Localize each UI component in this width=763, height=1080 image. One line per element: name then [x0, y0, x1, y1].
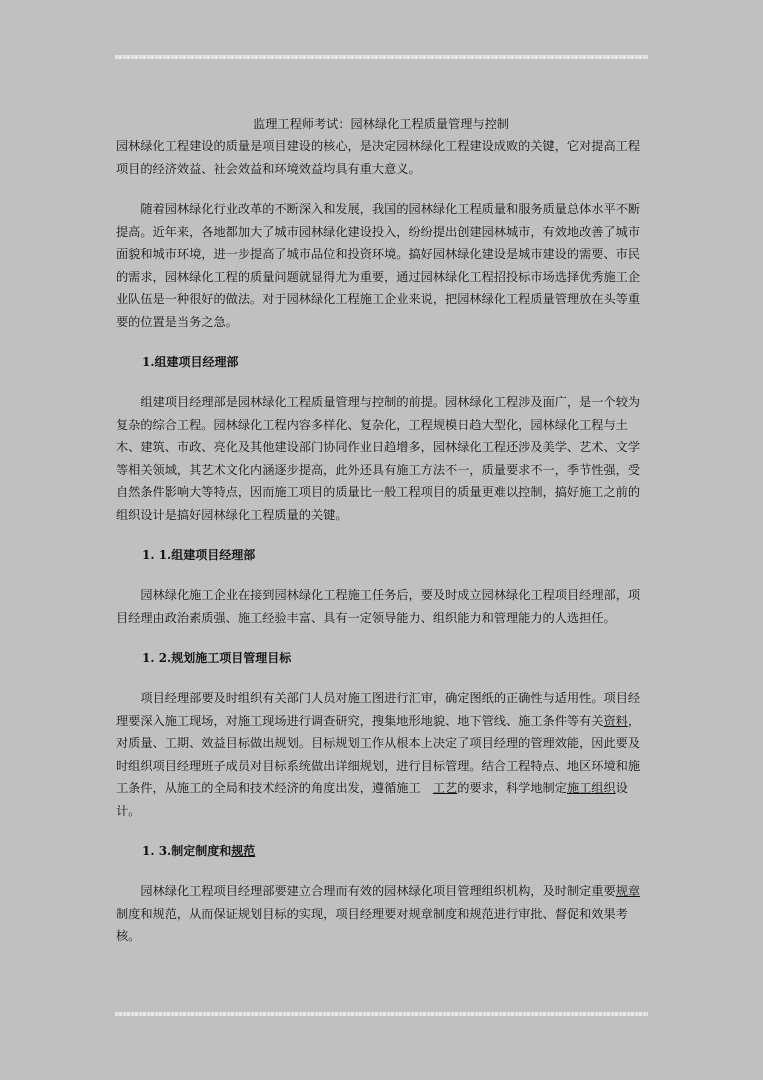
- section-body-1-1: 园林绿化施工企业在接到园林绿化工程施工任务后，要及时成立园林绿化工程项目经理部，项目经理由政治素质强、施工经验丰富、具有一定领导能力、组织能力和管理能力的人选担任。: [116, 588, 641, 625]
- intro-paragraph: 园林绿化工程建设的质量是项目建设的核心，是决定园林绿化工程建设成败的关键，它对提高工程项目的经济效益、社会效益和环境效益均具有重大意义。: [116, 139, 641, 176]
- section-heading-1-1: 1. 1.组建项目经理部: [142, 548, 256, 562]
- body-text: 项目经理部要及时组织有关部门人员对施工图进行汇审，确定图纸的正确性与适用性。项目经理要深入施工现场，对施工现场进行调查研究，搜集地形地貌、地下管线、施工条件等有关: [116, 691, 641, 728]
- section-body-1-2: [116, 687, 642, 822]
- top-scan-strip: [115, 55, 648, 59]
- body-text: 园林绿化工程项目经理部要建立合理而有效的园林绿化项目管理组织机构，及时制定重要: [140, 884, 616, 898]
- body-text: ，对质量、工期、效益目标做出规划。目标规划工作从根本上决定了项目经理的管理效能，因此要及时组织项目经理班子成员对目标系统做出详细规划，进行目标管理。结合工程特点、地区环境和施工条件，从施工的全局和技术经济的角度出发，遵循施工: [116, 713, 641, 795]
- heading-text: 1. 3.制定制度和: [142, 844, 232, 858]
- spacer: [116, 862, 642, 880]
- link-construction-organization[interactable]: 施工组织: [566, 781, 616, 795]
- document-title: 监理工程师考试：园林绿化工程质量管理与控制: [253, 117, 509, 131]
- section-heading-1-3: [116, 840, 642, 862]
- spacer: [116, 629, 642, 647]
- bottom-scan-strip: [115, 1012, 648, 1016]
- spacer: [116, 373, 642, 391]
- section-body-1: 组建项目经理部是园林绿化工程质量管理与控制的前提。园林绿化工程涉及面广，是一个较为复杂的综合工程。园林绿化工程内容多样化、复杂化，工程规模日趋大型化，园林绿化工程与土木、建筑、市政、亮化及其他建设部门协同作业日趋增多，园林绿化工程还涉及美学、艺术、文学等相关领域，其艺术文化内涵逐步提高，此外还具有施工方法不一，质量要求不一，季节性强，受自然条件影响大等特点，因而施工项目的质量比一般工程项目的质量更难以控制，搞好施工之前的组织设计是搞好园林绿化工程质量的关键。: [116, 395, 641, 522]
- section-heading-1-2: 1. 2.规划施工项目管理目标: [142, 651, 292, 665]
- spacer: [116, 822, 642, 840]
- spacer: [116, 180, 642, 198]
- link-standards[interactable]: 规范: [231, 844, 256, 858]
- body-text: 制度和规范，从而保证规划目标的实现，项目经理要对规章制度和规范进行审批、督促和效果考核。: [116, 906, 628, 943]
- section-heading-1: 1.组建项目经理部: [142, 355, 239, 369]
- body-text: 设计。: [116, 781, 628, 818]
- document-page: [116, 113, 642, 948]
- link-regulations[interactable]: 规章: [615, 884, 641, 898]
- spacer: [116, 669, 642, 687]
- paragraph-background: 随着园林绿化行业改革的不断深入和发展，我国的园林绿化工程质量和服务质量总体水平不断提高。近年来，各地都加大了城市园林绿化建设投入，纷纷提出创建园林城市，有效地改善了城市面貌和城市环境，进一步提高了城市品位和投资环境。搞好园林绿化建设是城市建设的需要、市民的需求，园林绿化工程的质量问题就显得尤为重要，通过园林绿化工程招投标市场选择优秀施工企业队伍是一种很好的做法。对于园林绿化工程施工企业来说，把园林绿化工程质量管理放在头等重要的位置是当务之急。: [116, 202, 641, 329]
- body-text: 的要求，科学地制定: [457, 781, 567, 795]
- section-body-1-3: [116, 880, 642, 948]
- spacer: [116, 566, 642, 584]
- link-materials[interactable]: 资料: [603, 713, 628, 728]
- link-craft[interactable]: 工艺: [432, 781, 458, 795]
- spacer: [116, 333, 642, 351]
- spacer: [116, 526, 642, 544]
